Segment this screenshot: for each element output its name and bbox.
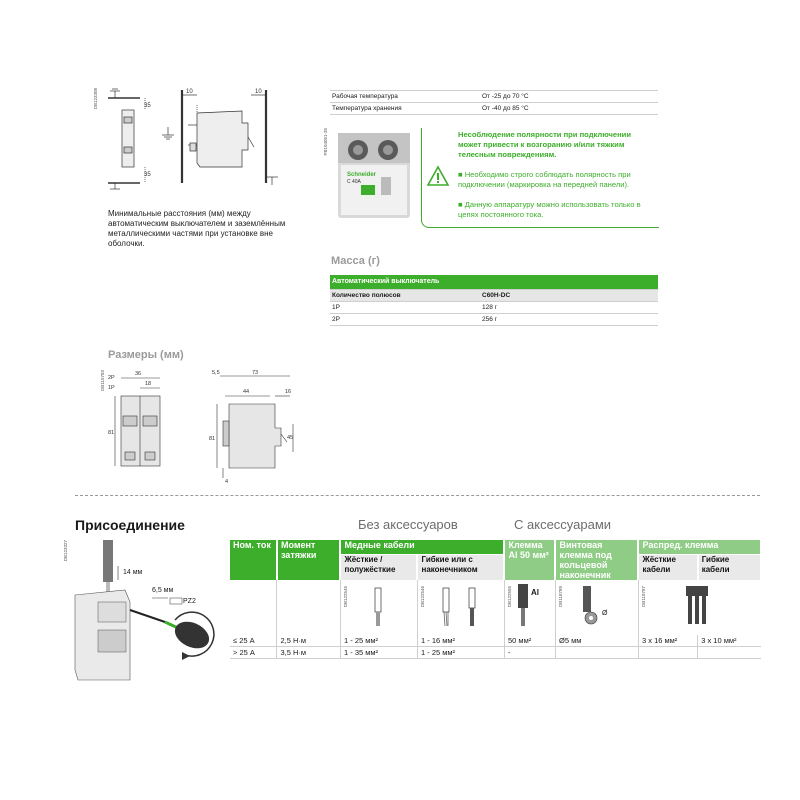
img-empty <box>277 580 341 635</box>
warning-icon <box>426 165 450 192</box>
img-rigid-cable <box>340 580 417 635</box>
dim-36: 36 <box>135 371 142 377</box>
mass-value: 128 г <box>480 301 658 313</box>
cell-distr-rigid: 3 x 16 мм² <box>638 635 697 647</box>
img-code: DB118787 <box>640 586 646 607</box>
cell-nom: ≤ 25 А <box>230 635 277 647</box>
clearance-drawing <box>100 85 300 215</box>
mass-poles: 1P <box>330 301 480 313</box>
table-row <box>330 313 658 325</box>
header-copper: Медные кабели <box>340 540 504 554</box>
dim-16: 16 <box>285 389 292 395</box>
spec-label: Температура хранения <box>330 103 480 115</box>
dim-44: 44 <box>243 389 250 395</box>
label-6-5mm: 6,5 мм <box>152 587 174 594</box>
clearance-caption: Минимальные расстояния (мм) между автоматическим выключателем и заземлённым металлическими частями при установке вне оболочки. <box>108 209 286 248</box>
img-distribution-block <box>638 580 761 635</box>
cell-torque: 2,5 Н·м <box>277 635 341 647</box>
mass-header: Автоматический выключатель <box>330 275 658 289</box>
header-distribution: Распред. клемма <box>638 540 761 554</box>
table-row <box>230 647 761 659</box>
dim-18: 18 <box>145 381 152 387</box>
cell-rigid: 1 - 35 мм² <box>340 647 417 659</box>
label-14mm: 14 мм <box>123 569 143 576</box>
sub-flex: Гибкие или с наконечником <box>417 554 504 580</box>
mass-value: 256 г <box>480 313 658 325</box>
img-code: DB122555 <box>506 586 512 608</box>
cell-nom: > 25 А <box>230 647 277 659</box>
sub-rigid: Жёсткие / полужёсткие <box>340 554 417 580</box>
cell-screw: Ø5 мм <box>555 635 638 647</box>
warning-bullet-2: ■ Данную аппаратуру можно использовать только в цепях постоянного тока. <box>458 200 641 219</box>
table-row <box>230 635 761 647</box>
mass-col-model: С60Н-DC <box>480 289 658 301</box>
img-code: DB118789 <box>557 586 563 607</box>
dim-5-5: 5,5 <box>212 370 220 376</box>
img-al-clamp <box>504 580 555 635</box>
cell-distr-rigid <box>638 647 697 659</box>
header-torque: Момент затяжки <box>277 540 341 580</box>
mass-poles: 2P <box>330 313 480 325</box>
breaker-photo <box>333 125 418 220</box>
connection-photo-code: DB123327 <box>63 540 68 562</box>
dim-right: 10 <box>255 89 262 95</box>
header-screw-terminal: Винтовая клемма под кольцевой наконечник <box>555 540 638 580</box>
connection-title: Присоединение <box>75 517 185 533</box>
spec-table <box>330 90 658 115</box>
cell-flex: 1 - 16 мм² <box>417 635 504 647</box>
al-label: Al <box>530 588 539 597</box>
ring-label: Ø <box>601 610 608 617</box>
dim-81-side: 81 <box>209 436 216 442</box>
cell-flex: 1 - 25 мм² <box>417 647 504 659</box>
cell-torque: 3,5 Н·м <box>277 647 341 659</box>
section-divider <box>75 495 760 496</box>
dimensions-code: DB115783 <box>100 370 105 391</box>
spec-row <box>330 103 658 115</box>
dimension-drawing <box>105 366 305 486</box>
img-code: DB122546 <box>419 586 425 608</box>
mass-title: Масса (г) <box>331 255 380 267</box>
diagram-code: DB123308 <box>93 88 98 110</box>
dim-4: 4 <box>225 479 229 485</box>
img-code: DB122545 <box>342 586 348 608</box>
cell-distr-flex <box>698 647 761 659</box>
img-empty <box>230 580 277 635</box>
spec-value: От -25 до 70 °С <box>480 91 658 103</box>
warning-title: Несоблюдение полярности при подключении может привести к возгоранию и/или тяжким телесным повреждениям. <box>458 130 632 159</box>
cell-al: - <box>504 647 555 659</box>
sub-rigid-cables: Жёсткие кабели <box>638 554 697 580</box>
warning-bullet-1: ■ Необходимо строго соблюдать полярность при подключении (маркировка на передней панели). <box>458 170 631 189</box>
img-flex-cable <box>417 580 504 635</box>
spec-row <box>330 91 658 103</box>
group-with-accessories: С аксессуарами <box>514 517 612 532</box>
cell-screw <box>555 647 638 659</box>
photo-brand: Schneider <box>347 172 377 178</box>
connection-table <box>230 540 762 659</box>
label-2p: 2P <box>108 375 115 381</box>
dim-73: 73 <box>252 370 259 376</box>
dim-81-front: 81 <box>108 430 115 436</box>
table-row <box>330 301 658 313</box>
photo-code: PB104051-35 <box>323 128 328 156</box>
spec-label: Рабочая температура <box>330 91 480 103</box>
img-ring-terminal <box>555 580 638 635</box>
cell-distr-flex: 3 x 10 мм² <box>698 635 761 647</box>
dim-45: 45 <box>287 435 294 441</box>
clearance-diagram <box>100 85 300 215</box>
spec-value: От -40 до 85 °С <box>480 103 658 115</box>
cell-rigid: 1 - 25 мм² <box>340 635 417 647</box>
cell-al: 50 мм² <box>504 635 555 647</box>
mass-col-poles: Количество полюсов <box>330 289 480 301</box>
photo-model: C 40A <box>347 179 361 185</box>
dimensions-title: Размеры (мм) <box>108 349 184 361</box>
dim-bottom: 35 <box>144 172 151 178</box>
dim-top: 35 <box>144 103 151 109</box>
header-nom: Ном. ток <box>230 540 277 580</box>
screwdriver-drawing <box>70 540 225 690</box>
label-pz2: PZ2 <box>183 598 196 605</box>
dim-left: 10 <box>186 89 193 95</box>
header-clamp-al: Клемма Al 50 мм² <box>504 540 555 580</box>
group-no-accessories: Без аксессуаров <box>358 517 458 532</box>
sub-flex-cables: Гибкие кабели <box>698 554 761 580</box>
mass-table <box>330 275 658 326</box>
label-1p: 1P <box>108 385 115 391</box>
